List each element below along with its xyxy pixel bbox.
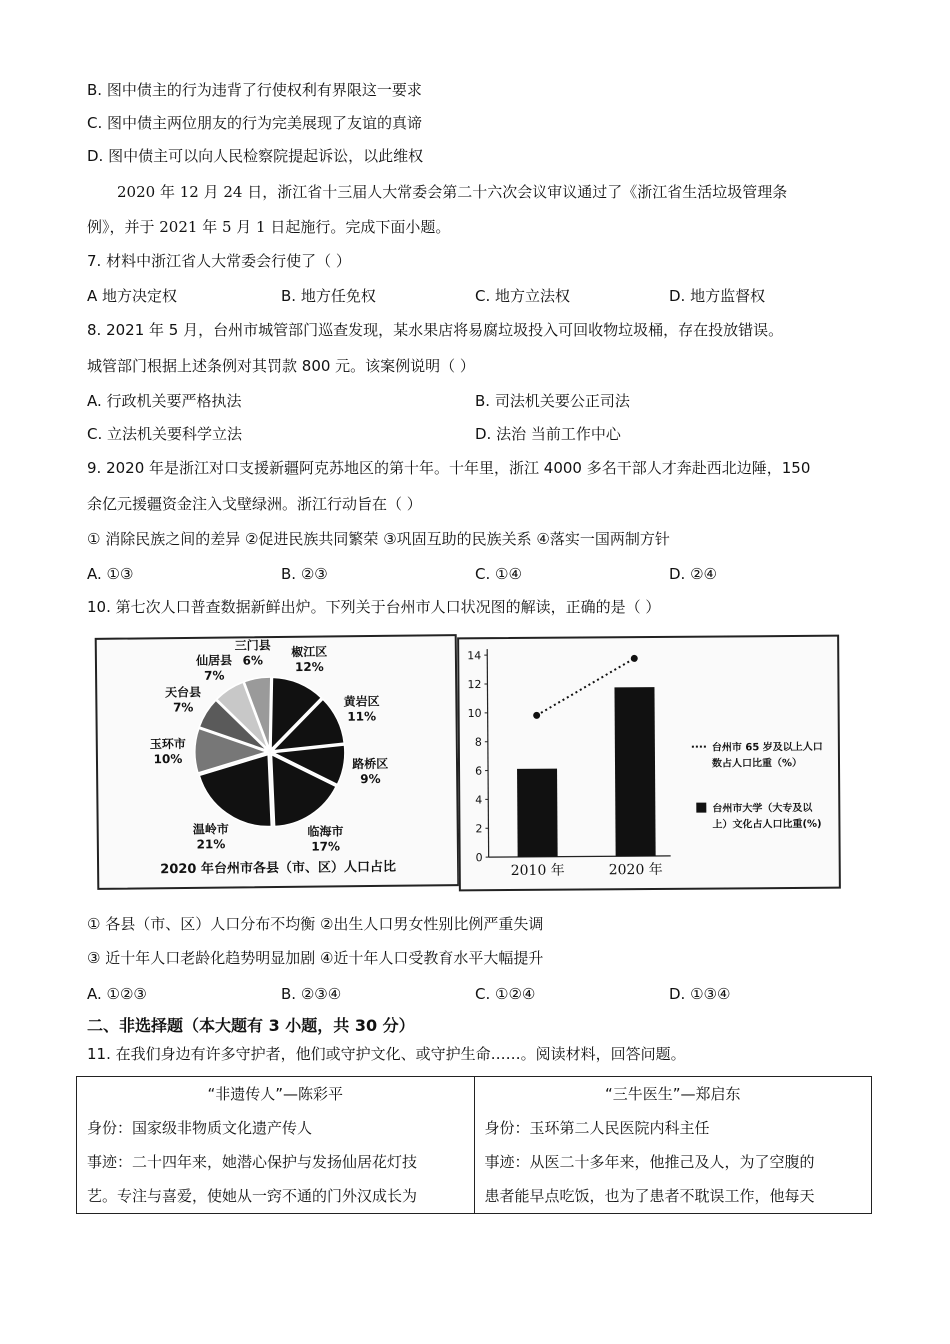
legend-line-text-1: 台州市 65 岁及以上人口 [711,741,823,754]
q9-statements: ① 消除民族之间的差异 ②促进民族共同繁荣 ③巩固互助的民族关系 ④落实一国两制方针 [87,530,670,548]
pie-value-3: 17% [311,839,341,854]
left-title: “非遗传人”—陈彩平 [207,1085,344,1103]
q9-option-d: D. ②④ [669,565,717,583]
y-tick-label-0: 0 [475,851,483,865]
pie-chart [97,636,458,888]
pie-value-6: 7% [172,700,194,715]
pie-title: 2020 年台州市各县（市、区）人口占比 [160,859,397,878]
y-tick-label-3: 6 [475,764,483,778]
pie-value-1: 11% [347,709,377,724]
q6-option-d: D. 图中债主可以向人民检察院提起诉讼，以此维权 [87,147,424,165]
x-axis [489,856,671,857]
legend-bar-swatch [696,803,706,813]
right-identity: 身份：玉环第二人民医院内科主任 [484,1119,710,1137]
q10-stem: 10. 第七次人口普查数据新鲜出炉。下列关于台州市人口状况图的解读，正确的是（ ） [87,598,661,616]
line-point-1 [631,655,638,662]
right-title: “三牛医生”—郑启东 [604,1085,741,1103]
pie-label-1: 黄岩区 [343,694,380,709]
q10-statements-1: ① 各县（市、区）人口分布不均衡 ②出生人口男女性别比例严重失调 [87,915,544,933]
pie-label-6: 天台县 [164,685,202,700]
y-axis [487,649,488,857]
pie-label-3: 临海市 [307,824,344,839]
legend-bar-text-1: 台州市大学（大专及以 [712,802,813,815]
bar-chart [459,637,839,890]
q8-option-a: A. 行政机关要严格执法 [87,392,242,410]
pie-value-5: 10% [153,751,183,767]
pie-value-0: 12% [294,659,324,675]
bar-1 [614,687,655,856]
q11-stem: 11. 在我们身边有许多守护者，他们或守护文化、或守护生命……。阅读材料，回答问题。 [87,1045,686,1063]
q8-option-b: B. 司法机关要公正司法 [475,392,630,410]
guardian-table [76,1076,872,1214]
section-heading: 二、非选择题（本大题有 3 小题，共 30 分） [87,1016,415,1035]
q7-option-b: B. 地方任免权 [281,287,376,305]
q10-option-d: D. ①③④ [669,985,731,1003]
x-tick-label-1: 2020 年 [608,861,663,879]
q9-option-a: A. ①③ [87,565,134,583]
q8-option-c: C. 立法机关要科学立法 [87,425,243,443]
q7-option-c: C. 地方立法权 [475,287,571,305]
q8-stem-1: 8. 2021 年 5 月，台州市城管部门巡查发现，某水果店将易腐垃圾投入可回收物垃圾桶，存在投放错误。 [87,321,784,339]
pie-label-0: 椒江区 [291,644,328,660]
material-line-1: 2020 年 12 月 24 日，浙江省十三届人大常委会第二十六次会议审议通过了《浙江省生活垃圾管理条 [117,183,788,201]
legend-line-text-2: 数占人口比重（%） [711,757,803,770]
line-point-0 [533,712,540,719]
pie-value-8: 6% [242,653,264,668]
y-tick-label-2: 4 [475,793,483,807]
bar-chart-panel [457,635,841,892]
pie-label-7: 仙居县 [196,653,233,668]
legend-bar-text-2: 上）文化占人口比重(%) [712,818,822,831]
guardian-left-cell [77,1077,475,1214]
y-tick-label-7: 14 [467,649,482,663]
q10-option-c: C. ①②④ [475,985,536,1003]
pie-value-4: 21% [196,837,226,852]
q10-option-a: A. ①②③ [87,985,147,1003]
q7-stem: 7. 材料中浙江省人大常委会行使了（ ） [87,252,351,270]
y-tick-label-5: 10 [467,706,482,720]
pie-value-2: 9% [360,771,381,787]
y-tick-label-1: 2 [475,822,483,836]
q9-option-c: C. ①④ [475,565,522,583]
q7-option-d: D. 地方监督权 [669,287,766,305]
left-identity: 身份：国家级非物质文化遗产传人 [87,1119,313,1137]
x-tick-label-0: 2010 年 [510,862,565,879]
left-deeds-2: 艺。专注与喜爱，使她从一窍不通的门外汉成长为 [87,1187,418,1205]
pie-value-7: 7% [204,668,225,683]
q9-stem-2: 余亿元援疆资金注入戈壁绿洲。浙江行动旨在（ ） [87,495,422,513]
pie-label-4: 温岭市 [192,822,229,837]
right-deeds-1: 事迹：从医二十多年来，他推己及人，为了空腹的 [484,1153,815,1171]
q8-stem-2: 城管部门根据上述条例对其罚款 800 元。该案例说明（ ） [87,357,475,375]
q10-option-b: B. ②③④ [281,985,342,1003]
pie-label-2: 路桥区 [352,756,389,772]
q6-option-c: C. 图中债主两位朋友的行为完美展现了友谊的真谛 [87,114,423,132]
q6-option-b: B. 图中债主的行为违背了行使权利有界限这一要求 [87,81,422,99]
q7-option-a: A 地方决定权 [87,287,178,305]
material-line-2: 例》，并于 2021 年 5 月 1 日起施行。完成下面小题。 [87,218,451,236]
pie-label-8: 三门县 [234,638,271,653]
y-tick-label-4: 8 [474,735,482,749]
left-deeds-1: 事迹：二十四年来，她潜心保护与发扬仙居花灯技 [87,1153,418,1171]
q10-statements-2: ③ 近十年人口老龄化趋势明显加剧 ④近十年人口受教育水平大幅提升 [87,949,544,967]
pie-label-5: 玉环市 [149,736,186,752]
q9-option-b: B. ②③ [281,565,328,583]
y-tick-label-6: 12 [467,678,482,692]
pie-chart-panel [95,634,460,890]
guardian-right-cell [474,1077,872,1214]
bar-0 [517,769,558,857]
q9-stem-1: 9. 2020 年是浙江对口支援新疆阿克苏地区的第十年。十年里，浙江 4000 多名干部人才奔赴西北边陲，150 [87,459,811,477]
q8-option-d: D. 法治 当前工作中心 [475,425,621,443]
right-deeds-2: 患者能早点吃饭，也为了患者不耽误工作，他每天 [484,1187,815,1205]
